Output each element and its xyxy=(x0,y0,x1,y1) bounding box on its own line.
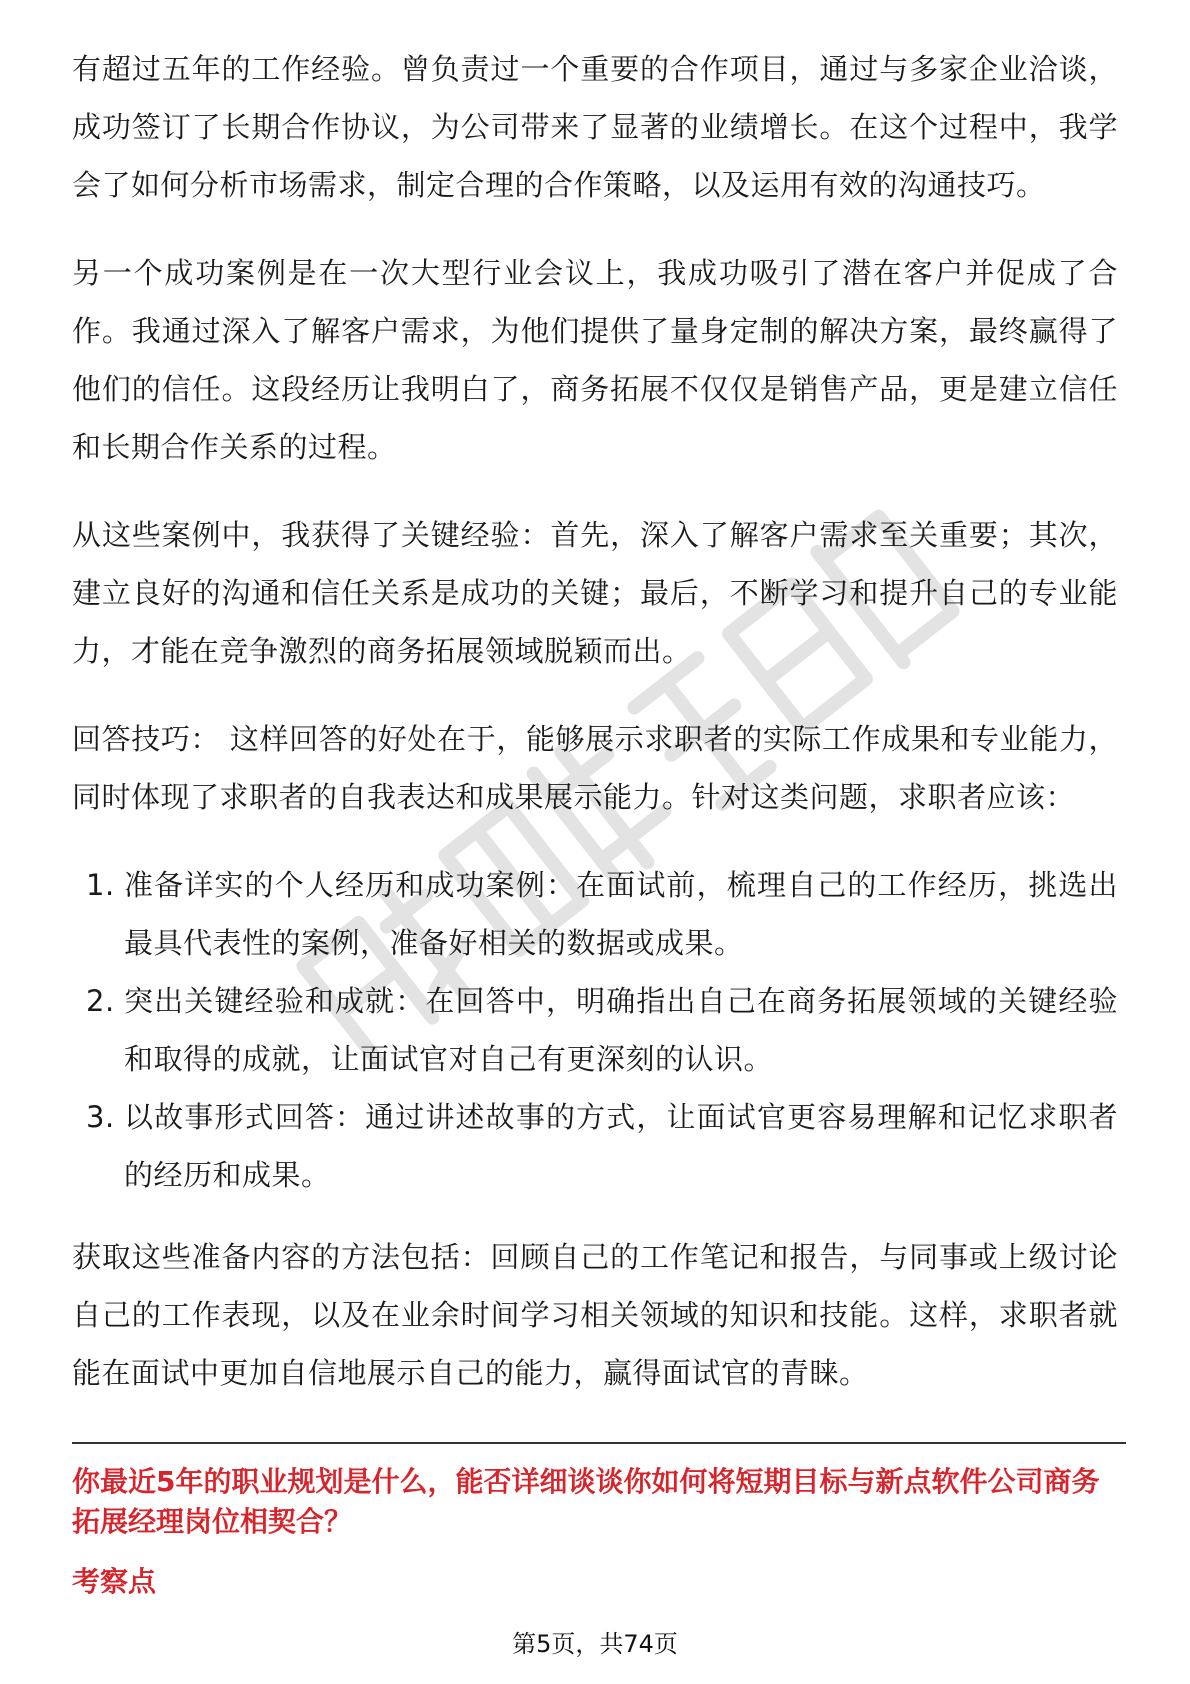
list-item xyxy=(72,1088,1118,1204)
section-heading: 考察点 xyxy=(72,1565,157,1598)
list-item xyxy=(72,856,1118,972)
list-item-number: 1. xyxy=(86,868,115,902)
section-divider xyxy=(72,1442,1126,1444)
list-item-text: 以故事形式回答：通过讲述故事的方式，让面试官更容易理解和记忆求职者的经历和成果。 xyxy=(124,1100,1118,1192)
document-body xyxy=(72,40,1118,1602)
paragraph-experience: 有超过五年的工作经验。曾负责过一个重要的合作项目，通过与多家企业洽谈，成功签订了长期合作协议，为公司带来了显著的业绩增长。在这个过程中，我学会了如何分析市场需求，制定合理的合作策略，以及运用有效的沟通技巧。 xyxy=(72,52,1118,202)
page-footer: 第5页，共74页 xyxy=(512,1630,678,1658)
tips-list xyxy=(72,856,1118,1204)
paragraph-preparation-methods: 获取这些准备内容的方法包括：回顾自己的工作笔记和报告，与同事或上级讨论自己的工作表现，以及在业余时间学习相关领域的知识和技能。这样，求职者就能在面试中更加自信地展示自己的能力，赢得面试官的青睐。 xyxy=(72,1240,1118,1390)
list-item-text: 准备详实的个人经历和成功案例：在面试前，梳理自己的工作经历，挑选出最具代表性的案例，准备好相关的数据或成果。 xyxy=(124,868,1118,960)
question-title: 你最近5年的职业规划是什么，能否详细谈谈你如何将短期目标与新点软件公司商务拓展经理岗位相契合？ xyxy=(72,1465,1100,1538)
list-item-number: 2. xyxy=(86,984,115,1018)
list-item xyxy=(72,972,1118,1088)
paragraph-key-lessons: 从这些案例中，我获得了关键经验：首先，深入了解客户需求至关重要；其次，建立良好的沟通和信任关系是成功的关键；最后，不断学习和提升自己的专业能力，才能在竞争激烈的商务拓展领域脱颖而出。 xyxy=(72,518,1118,668)
list-item-text: 突出关键经验和成就：在回答中，明确指出自己在商务拓展领域的关键经验和取得的成就，让面试官对自己有更深刻的认识。 xyxy=(124,984,1118,1076)
list-item-number: 3. xyxy=(86,1100,115,1134)
paragraph-success-case: 另一个成功案例是在一次大型行业会议上，我成功吸引了潜在客户并促成了合作。我通过深入了解客户需求，为他们提供了量身定制的解决方案，最终赢得了他们的信任。这段经历让我明白了，商务拓展不仅仅是销售产品，更是建立信任和长期合作关系的过程。 xyxy=(72,256,1118,464)
paragraph-answer-tips: 回答技巧： 这样回答的好处在于，能够展示求职者的实际工作成果和专业能力，同时体现了求职者的自我表达和成果展示能力。针对这类问题，求职者应该： xyxy=(72,722,1118,814)
